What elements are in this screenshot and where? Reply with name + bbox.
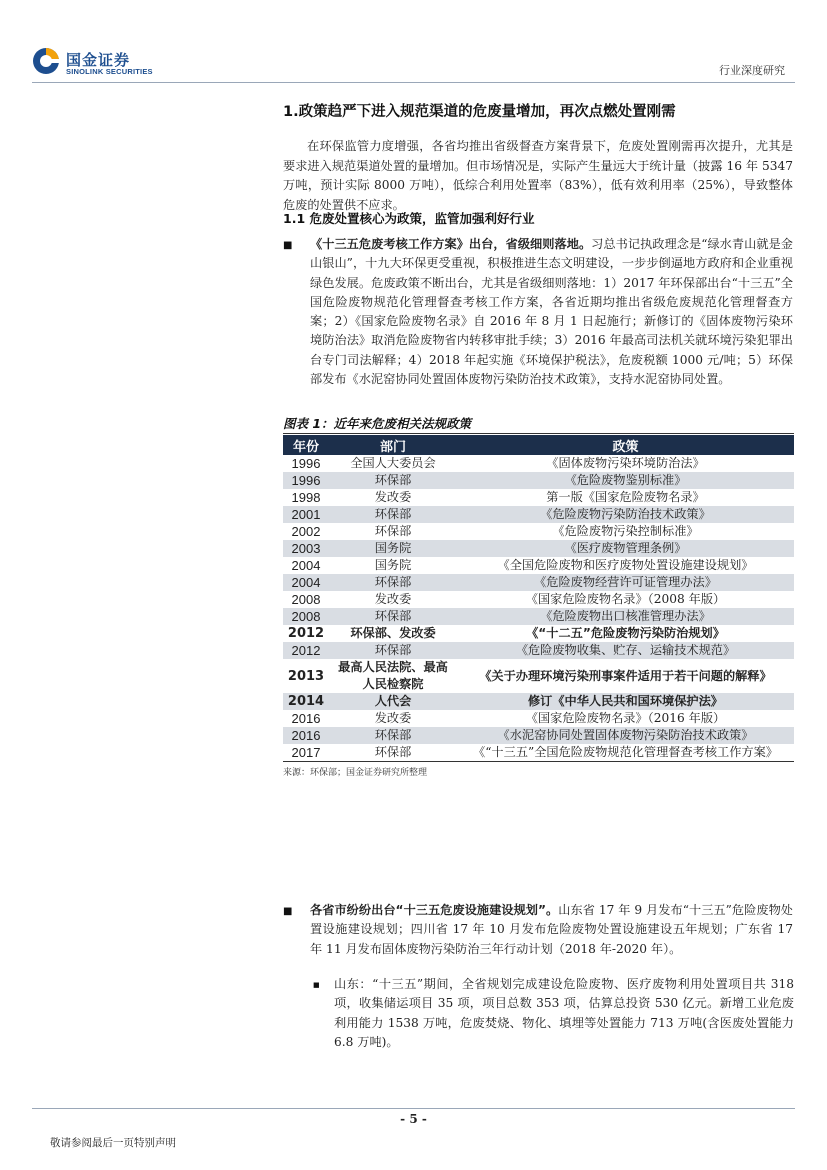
cell-policy: 《危险废物经营许可证管理办法》 — [457, 574, 794, 591]
page-number: - 5 - — [400, 1112, 427, 1126]
table-row — [283, 727, 794, 744]
policy-bullet-paragraph — [310, 235, 793, 389]
header-divider — [32, 82, 795, 83]
table-row — [283, 523, 794, 540]
provincial-plan-bullet — [310, 901, 793, 959]
table-row — [283, 557, 794, 574]
cell-policy: 《固体废物污染环境防治法》 — [546, 456, 705, 470]
cell-policy: 《“十三五”全国危险废物规范化管理督查考核工作方案》 — [473, 745, 778, 759]
table-row — [283, 455, 794, 472]
cell-department: 全国人大委员会 — [350, 456, 436, 470]
cell-policy: 《“十二五”危险废物污染防治规划》 — [526, 626, 725, 640]
table-title: 图表 1：近年来危废相关法规政策 — [283, 416, 472, 431]
table-row — [283, 744, 794, 761]
bullet-body: 习总书记执政理念是“绿水青山就是金山银山”，十九大环保更受重视，积极推进生态文明建设，一步步倒逼地方政府和企业重视绿色发展。危废政策不断出台，尤其是省级细则落地：1）2017 年环保部出台“十三五”全国危险废物规范化管理督查考核工作方案，各省近期均推出省级危废规范化管理督查方案；2）《国家危险废物名录》自 2016 年 8 月 1 日起施行；新修订的《固体废物污染环境防治法》取消危险废物省内转移审批手续；3）2016 年最高司法机关就环境污染犯罪出台专门司法解释；4）2018 年起实施《环境保护税法》，危废税额 1000 元/吨；5）环保部发布《水泥窑协同处置固体废物污染防治技术政策》，支持水泥窑协同处置。 — [310, 237, 793, 387]
cell-policy: 第一版《国家危险废物名录》 — [546, 490, 705, 504]
cell-policy: 《危险废物出口核准管理办法》 — [457, 608, 794, 625]
column-header-policy: 政策 — [457, 435, 794, 455]
cell-policy: 《关于办理环境污染刑事案件适用于若干问题的解释》 — [479, 668, 772, 683]
cell-year: 2013 — [287, 668, 325, 684]
table-row — [283, 574, 794, 591]
cell-policy: 《危险废物收集、贮存、运输技术规范》 — [457, 642, 794, 659]
table-row — [283, 693, 794, 710]
cell-department: 环保部 — [374, 524, 412, 538]
square-bullet-icon: ■ — [283, 906, 293, 917]
shandong-sub-bullet: 山东：“十三五”期间，全省规划完成建设危险废物、医疗废物利用处置项目共 318 项，收集储运项目 35 项，项目总数 353 项，估算总投资 530 亿元。新增工业危废利用能力 1538 万吨，危废焚烧、物化、填埋等处置能力 713 万吨(含医废处置能力 6.8 万吨)。 — [334, 977, 794, 1049]
cell-year: 2016 — [283, 727, 329, 744]
cell-department: 环保部 — [329, 472, 457, 489]
table-row — [283, 506, 794, 523]
cell-policy: 《全国危险废物和医疗废物处置设施建设规划》 — [497, 558, 754, 572]
cell-year: 1996 — [291, 456, 321, 471]
cell-policy: 《国家危险废物名录》（2016 年版） — [525, 711, 726, 725]
logo-chinese-name: 国金证券 — [66, 51, 131, 69]
footer-divider — [32, 1108, 795, 1109]
cell-department: 环保部 — [329, 642, 457, 659]
bullet-lead: 《十三五危废考核工作方案》出台，省级细则落地。 — [310, 237, 592, 251]
cell-policy: 《危险废物污染防治技术政策》 — [457, 506, 794, 523]
cell-department: 发改委 — [374, 711, 412, 725]
cell-department: 最高人民法院、最高人民检察院 — [338, 660, 448, 691]
cell-department: 环保部 — [374, 745, 412, 759]
cell-department: 环保部 — [329, 727, 457, 744]
company-logo-icon — [32, 47, 60, 75]
table-row — [283, 489, 794, 506]
cell-year: 2012 — [283, 642, 329, 659]
policy-table — [283, 435, 794, 761]
cell-year: 2001 — [283, 506, 329, 523]
cell-department: 环保部 — [329, 506, 457, 523]
cell-department: 环保部、发改委 — [350, 626, 436, 640]
disclaimer-note: 敬请参阅最后一页特别声明 — [50, 1137, 176, 1149]
cell-policy: 修订《中华人民共和国环境保护法》 — [457, 693, 794, 710]
cell-department: 人代会 — [329, 693, 457, 710]
cell-year: 2008 — [283, 608, 329, 625]
subsection-heading: 1.1 危废处置核心为政策，监管加强利好行业 — [283, 211, 535, 226]
cell-year: 2002 — [291, 524, 321, 539]
bullet-lead: 各省市纷纷出台“十三五危废设施建设规划”。 — [310, 903, 559, 917]
cell-department: 环保部 — [329, 608, 457, 625]
table-top-rule — [283, 433, 794, 434]
cell-policy: 《国家危险废物名录》（2008 年版） — [525, 592, 726, 606]
cell-policy: 《水泥窑协同处置固体废物污染防治技术政策》 — [457, 727, 794, 744]
cell-department: 发改委 — [374, 592, 412, 606]
cell-year: 2012 — [287, 626, 325, 641]
table-row — [283, 642, 794, 659]
table-row — [283, 608, 794, 625]
cell-year: 2004 — [283, 574, 329, 591]
cell-department: 国务院 — [374, 558, 412, 572]
bullet-body: 山东省 17 年 9 月发布“十三五”危险废物处置设施建设规划；四川省 17 年 10 月发布危险废物处置设施建设五年规划；广东省 17 年 11 月发布固体废物污染防治三年行动计划（2018 年-2020 年）。 — [310, 903, 793, 956]
cell-year: 2004 — [291, 558, 321, 573]
table-row — [283, 625, 794, 642]
table-row — [283, 659, 794, 693]
cell-policy: 《医疗废物管理条例》 — [457, 540, 794, 557]
cell-policy: 《危险废物污染控制标准》 — [552, 524, 699, 538]
table-bottom-rule — [283, 761, 794, 762]
intro-paragraph: 在环保监管力度增强，各省均推出省级督查方案背景下，危废处置刚需再次提升，尤其是要求进入规范渠道处置的量增加。但市场情况是，实际产生量远大于统计量（披露 16 年 5347 万吨，预计实际 8000 万吨），低综合利用处置率（83%），低有效利用率（25%），导致整体危废的处置供不应求。 — [283, 139, 793, 212]
table-row — [283, 472, 794, 489]
small-square-bullet-icon: ■ — [313, 981, 320, 989]
cell-department: 环保部 — [329, 574, 457, 591]
column-header-year: 年份 — [283, 435, 329, 455]
table-row — [283, 710, 794, 727]
cell-year: 1996 — [283, 472, 329, 489]
table-source-note: 来源：环保部；国金证券研究所整理 — [283, 768, 428, 778]
square-bullet-icon: ■ — [283, 240, 293, 251]
column-header-department: 部门 — [329, 435, 457, 455]
cell-year: 1998 — [291, 490, 321, 505]
cell-year: 2008 — [291, 592, 321, 607]
cell-year: 2016 — [291, 711, 321, 726]
table-row — [283, 591, 794, 608]
report-type-label: 行业深度研究 — [719, 64, 785, 77]
cell-year: 2014 — [283, 693, 329, 710]
section-heading: 1.政策趋严下进入规范渠道的危废量增加，再次点燃处置刚需 — [283, 104, 676, 120]
cell-department: 国务院 — [329, 540, 457, 557]
cell-year: 2003 — [283, 540, 329, 557]
cell-department: 发改委 — [374, 490, 412, 504]
cell-year: 2017 — [291, 745, 321, 760]
cell-policy: 《危险废物鉴别标准》 — [457, 472, 794, 489]
logo-english-name: SINOLINK SECURITIES — [66, 67, 153, 76]
table-row — [283, 540, 794, 557]
